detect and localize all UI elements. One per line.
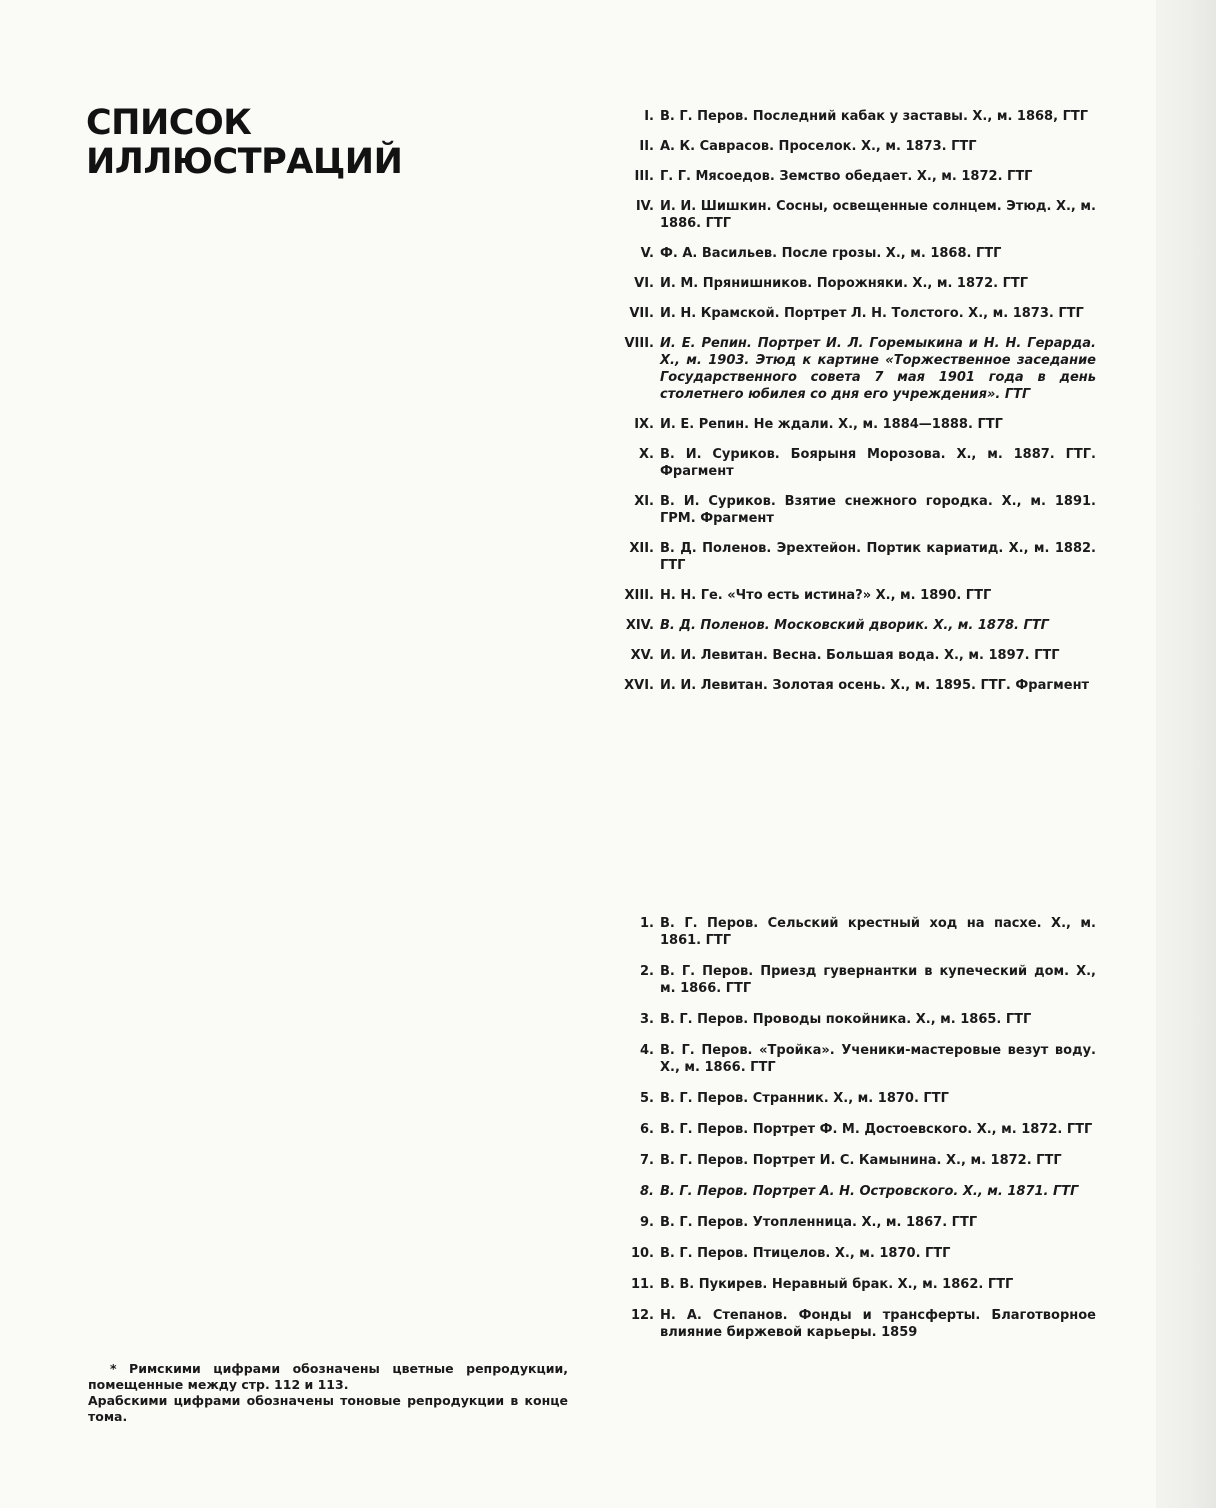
- list-item: [612, 198, 1096, 232]
- item-text: И. И. Левитан. Золотая осень. Х., м. 1895. ГТГ. Фрагмент: [660, 678, 1090, 693]
- footnote: [88, 1361, 568, 1425]
- list-item: [612, 446, 1096, 480]
- item-text: И. Е. Репин. Не ждали. Х., м. 1884—1888. ГТГ: [660, 417, 1003, 432]
- list-item: [612, 1183, 1096, 1200]
- list-item: [612, 1245, 1096, 1262]
- item-number: I.: [644, 109, 654, 124]
- item-number: III.: [634, 169, 654, 184]
- item-text: И. Е. Репин. Портрет И. Л. Горемыкина и Н. Н. Герарда. Х., м. 1903. Этюд к картине «Торжественное заседание Государственного совета 7 мая 1901 года в день столетнего юбилея со дня его учреждения». ГТГ: [660, 336, 1096, 402]
- list-item: [612, 1042, 1096, 1076]
- item-text: Н. А. Степанов. Фонды и трансферты. Благотворное влияние биржевой карьеры. 1859: [660, 1308, 1096, 1340]
- list-item: [612, 416, 1096, 433]
- item-number: XVI.: [624, 678, 654, 693]
- item-number: IV.: [635, 199, 654, 214]
- item-number: 1.: [640, 916, 654, 931]
- title-line-2: ИЛЛЮСТРАЦИЙ: [86, 142, 403, 182]
- item-text: Г. Г. Мясоедов. Земство обедает. Х., м. 1872. ГТГ: [660, 169, 1033, 184]
- item-text: И. И. Шишкин. Сосны, освещенные солнцем. Этюд. Х., м. 1886. ГТГ: [660, 199, 1096, 231]
- item-text: И. И. Левитан. Весна. Большая вода. Х., м. 1897. ГТГ: [660, 648, 1060, 663]
- item-number: 3.: [640, 1012, 654, 1027]
- item-text: В. В. Пукирев. Неравный брак. Х., м. 1862. ГТГ: [660, 1277, 1014, 1292]
- item-text: В. Г. Перов. Птицелов. Х., м. 1870. ГТГ: [660, 1246, 951, 1261]
- item-text: И. Н. Крамской. Портрет Л. Н. Толстого. Х., м. 1873. ГТГ: [660, 306, 1084, 321]
- item-text: В. Г. Перов. Портрет Ф. М. Достоевского. Х., м. 1872. ГТГ: [660, 1122, 1093, 1137]
- item-number: VI.: [634, 276, 654, 291]
- item-number: X.: [639, 447, 654, 462]
- item-text: В. И. Суриков. Боярыня Морозова. Х., м. 1887. ГТГ. Фрагмент: [660, 447, 1096, 479]
- color-illustrations-list: [612, 108, 1096, 707]
- list-item: [612, 617, 1096, 634]
- item-number: 5.: [640, 1091, 654, 1106]
- list-item: [612, 1011, 1096, 1028]
- item-text: В. И. Суриков. Взятие снежного городка. Х., м. 1891. ГРМ. Фрагмент: [660, 494, 1096, 526]
- item-text: И. М. Прянишников. Порожняки. Х., м. 1872. ГТГ: [660, 276, 1029, 291]
- item-number: 7.: [640, 1153, 654, 1168]
- item-text: Ф. А. Васильев. После грозы. Х., м. 1868. ГТГ: [660, 246, 1002, 261]
- item-text: В. Г. Перов. Последний кабак у заставы. Х., м. 1868, ГТГ: [660, 109, 1089, 124]
- title-line-1: СПИСОК: [86, 103, 252, 143]
- item-text: В. Г. Перов. Портрет И. С. Камынина. Х., м. 1872. ГТГ: [660, 1153, 1062, 1168]
- list-item: [612, 138, 1096, 155]
- page-title: [86, 104, 402, 182]
- list-item: [612, 963, 1096, 997]
- item-number: XI.: [634, 494, 654, 509]
- item-number: XII.: [629, 541, 654, 556]
- item-text: В. Г. Перов. Проводы покойника. Х., м. 1865. ГТГ: [660, 1012, 1032, 1027]
- item-text: В. Д. Поленов. Эрехтейон. Портик кариатид. Х., м. 1882. ГТГ: [660, 541, 1096, 573]
- item-number: II.: [639, 139, 654, 154]
- item-text: В. Г. Перов. Приезд гувернантки в купеческий дом. Х., м. 1866. ГТГ: [660, 964, 1096, 996]
- list-item: [612, 1152, 1096, 1169]
- item-number: XIV.: [625, 618, 654, 633]
- item-number: XIII.: [624, 588, 654, 603]
- list-item: [612, 245, 1096, 262]
- item-number: 9.: [640, 1215, 654, 1230]
- tone-illustrations-list: [612, 915, 1096, 1355]
- item-text: Н. Н. Ге. «Что есть истина?» Х., м. 1890. ГТГ: [660, 588, 992, 603]
- list-item: [612, 335, 1096, 403]
- item-number: XV.: [630, 648, 654, 663]
- item-text: В. Г. Перов. Странник. Х., м. 1870. ГТГ: [660, 1091, 949, 1106]
- item-number: V.: [640, 246, 654, 261]
- item-number: 2.: [640, 964, 654, 979]
- item-text: В. Г. Перов. «Тройка». Ученики-мастеровые везут воду. Х., м. 1866. ГТГ: [660, 1043, 1096, 1075]
- list-item: [612, 305, 1096, 322]
- item-number: 12.: [630, 1308, 654, 1323]
- list-item: [612, 1307, 1096, 1341]
- item-number: 11.: [630, 1277, 654, 1292]
- item-number: 8.: [640, 1184, 654, 1199]
- list-item: [612, 1090, 1096, 1107]
- item-text: В. Г. Перов. Портрет А. Н. Островского. Х., м. 1871. ГТГ: [660, 1184, 1079, 1199]
- item-number: VII.: [629, 306, 654, 321]
- item-number: 4.: [640, 1043, 654, 1058]
- list-item: [612, 1276, 1096, 1293]
- list-item: [612, 108, 1096, 125]
- page-edge-shadow: [1156, 0, 1216, 1508]
- list-item: [612, 587, 1096, 604]
- item-number: IX.: [634, 417, 654, 432]
- item-text: А. К. Саврасов. Проселок. Х., м. 1873. ГТГ: [660, 139, 977, 154]
- list-item: [612, 915, 1096, 949]
- list-item: [612, 677, 1096, 694]
- list-item: [612, 540, 1096, 574]
- item-text: В. Д. Поленов. Московский дворик. Х., м. 1878. ГТГ: [660, 618, 1049, 633]
- list-item: [612, 1121, 1096, 1138]
- item-text: В. Г. Перов. Сельский крестный ход на пасхе. Х., м. 1861. ГТГ: [660, 916, 1096, 948]
- list-item: [612, 168, 1096, 185]
- list-item: [612, 647, 1096, 664]
- item-number: VIII.: [624, 336, 654, 351]
- list-item: [612, 1214, 1096, 1231]
- item-number: 10.: [630, 1246, 654, 1261]
- footnote-line-1: * Римскими цифрами обозначены цветные репродукции, помещенные между стр. 112 и 113.: [88, 1361, 568, 1392]
- item-number: 6.: [640, 1122, 654, 1137]
- list-item: [612, 275, 1096, 292]
- footnote-line-2: Арабскими цифрами обозначены тоновые репродукции в конце тома.: [88, 1393, 568, 1424]
- item-text: В. Г. Перов. Утопленница. Х., м. 1867. ГТГ: [660, 1215, 978, 1230]
- list-item: [612, 493, 1096, 527]
